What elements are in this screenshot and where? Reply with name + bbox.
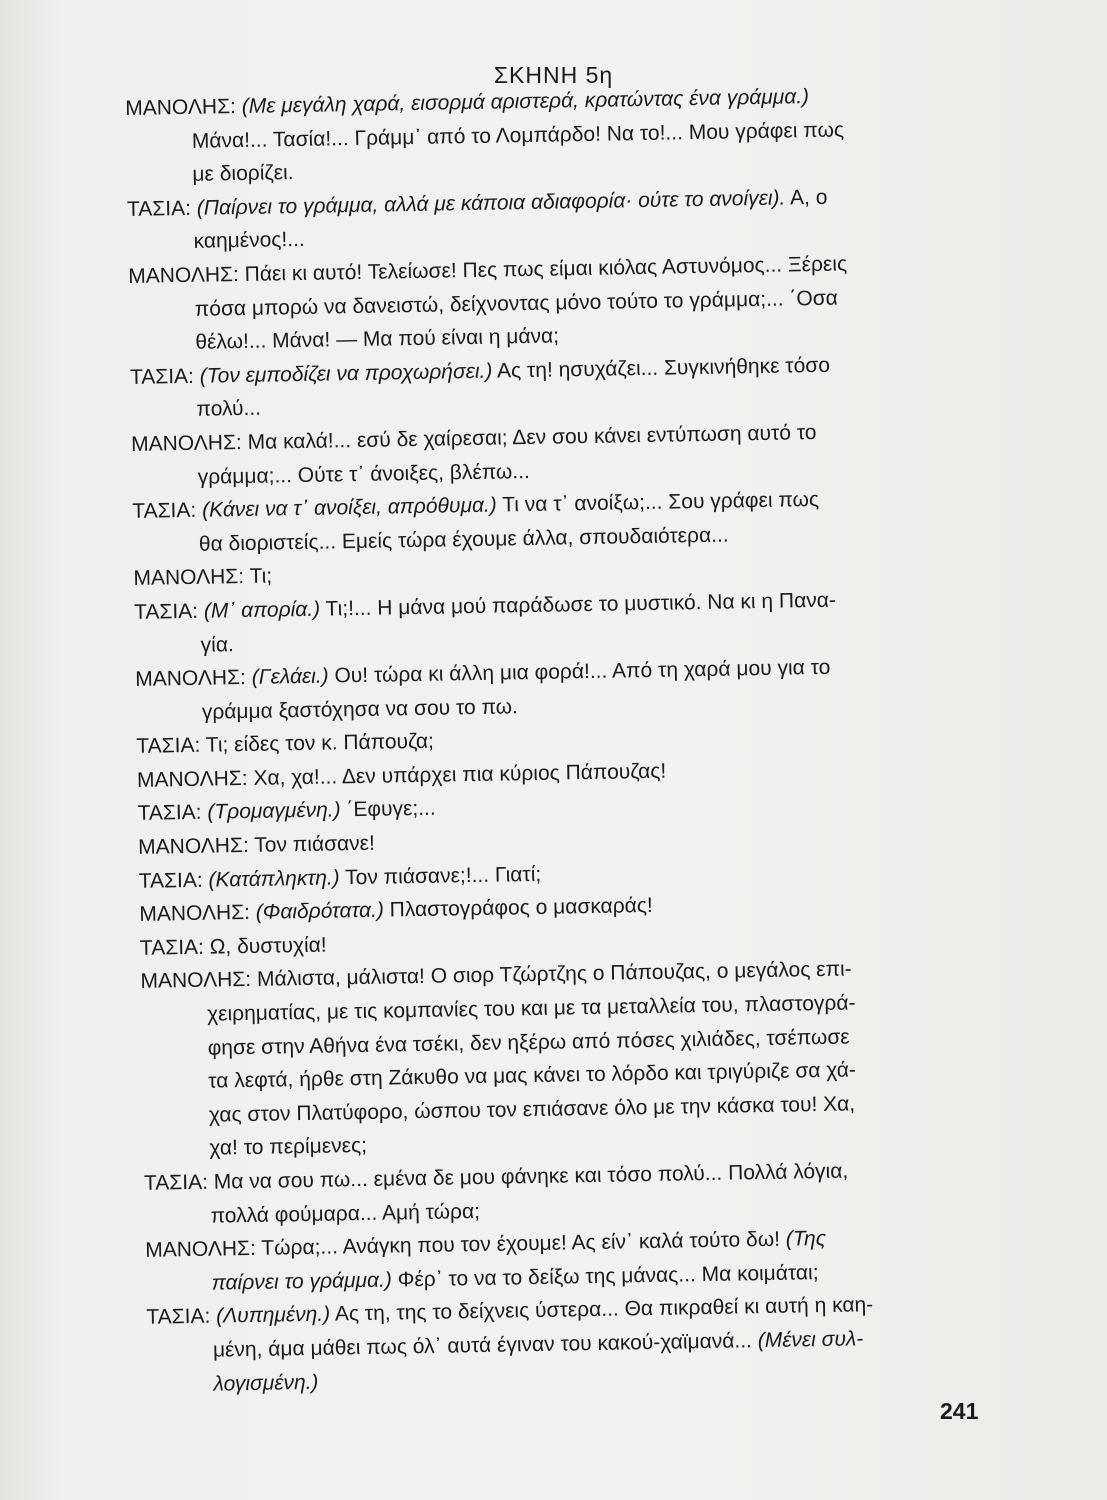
speaker-name: ΤΑΣΙΑ:	[146, 1305, 211, 1330]
dialogue-line: Τώρα;... Ανάγκη που τον έχουμε! Ας είν᾽ καλά τούτο δω!	[261, 1227, 781, 1260]
speaker-name: ΜΑΝΟΛΗΣ:	[125, 95, 237, 120]
stage-direction: (Τον εμποδίζει να προχωρήσει.)	[199, 359, 493, 388]
speaker-name: ΜΑΝΟΛΗΣ:	[136, 766, 248, 792]
speaker-name: ΜΑΝΟΛΗΣ:	[128, 263, 240, 288]
speaker-name: ΤΑΣΙΑ:	[138, 868, 203, 893]
dialogue-line: καημένος!...	[193, 228, 305, 254]
dialogue-line: θα διοριστείς... Εμείς τώρα έχουμε άλλα, σπουδαιότερα...	[198, 523, 729, 556]
dialogue-line: Τον πιάσανε!	[254, 831, 376, 857]
dialogue-text	[125, 77, 1018, 1402]
stage-direction: (Λυπημένη.)	[215, 1302, 331, 1328]
scene-title: ΣΚΗΝΗ 5η	[493, 62, 614, 88]
stage-direction: (Μένει συλ-	[757, 1327, 864, 1353]
speaker-name: ΤΑΣΙΑ:	[126, 196, 192, 221]
dialogue-line: Τι;!... Η μάνα μού παράδωσε το μυστικό. Να κι η Πανα-	[325, 588, 837, 621]
stage-direction: παίρνει το γράμμα.)	[211, 1268, 393, 1295]
dialogue-line: Α, ο	[789, 185, 828, 210]
dialogue-line: γία.	[200, 632, 234, 657]
dialogue-line: Μάνα!... Τασία!... Γράμμ᾽ από το Λομπάρδο! Να το!... Μου γράφει πως	[191, 118, 845, 153]
dialogue-line: γράμμα ξαστόχησα να σου το πω.	[201, 694, 519, 724]
speaker-name: ΤΑΣΙΑ:	[132, 498, 197, 524]
dialogue-line: πολύ...	[196, 397, 262, 422]
stage-direction: λογισμένη.)	[213, 1370, 319, 1396]
stage-direction: (Της	[785, 1227, 827, 1251]
dialogue-line: Ας τη, της το δείχνεις ύστερα... Θα πικραθεί κι αυτή η καη-	[334, 1293, 874, 1326]
speaker-name: ΜΑΝΟΛΗΣ:	[139, 901, 251, 927]
speaker-name: ΤΑΣΙΑ:	[139, 935, 205, 960]
stage-direction: (Φαιδρότατα.)	[255, 898, 385, 925]
dialogue-line: τα λεφτά, ήρθε στη Ζάκυθο να μας κάνει το λόρδο και τριγύριζε σα χά-	[208, 1058, 857, 1093]
dialogue-line: Τι; είδες τον κ. Πάπουζα;	[205, 729, 435, 757]
page-number: 241	[940, 1398, 979, 1424]
dialogue-line: γράμμα;... Ούτε τ᾽ άνοιξες, βλέπω...	[197, 459, 530, 489]
stage-direction: (Παίρνει το γράμμα, αλλά με κάποια αδιαφορία· ούτε το ανοίγει).	[196, 186, 786, 220]
dialogue-line: Τι να τ᾽ ανοίξω;... Σου γράφει πως	[502, 488, 820, 517]
dialogue-line: θέλω!... Μάνα! — Μα πού είναι η μάνα;	[195, 324, 560, 354]
stage-direction: (Κάνει να τ᾽ ανοίξει, απρόθυμα.)	[201, 493, 497, 522]
speaker-name: ΤΑΣΙΑ:	[137, 801, 202, 826]
dialogue-line: Μα να σου πω... εμένα δε μου φάνηκε και τόσο πολύ... Πολλά λόγια,	[213, 1159, 849, 1194]
speaker-name: ΜΑΝΟΛΗΣ:	[130, 430, 242, 456]
dialogue-line: χα! το περίμενες;	[209, 1134, 368, 1161]
dialogue-line: Ας τη! ησυχάζει... Συγκινήθηκε τόσο	[496, 353, 831, 383]
speaker-name: ΤΑΣΙΑ:	[133, 599, 199, 624]
stage-direction: (Μ᾽ απορία.)	[203, 597, 321, 623]
dialogue-line: μένη, άμα μάθει πως όλ᾽ αυτά έγιναν του κακού-χαϊμανά...	[212, 1329, 753, 1362]
stage-direction: (Τρομαγμένη.)	[207, 798, 341, 825]
speaker-name: ΜΑΝΟΛΗΣ:	[145, 1237, 257, 1263]
dialogue-line: Τι;	[249, 564, 273, 589]
speaker-name: ΤΑΣΙΑ:	[143, 1170, 209, 1195]
dialogue-line: Ω, δυστυχία!	[209, 933, 327, 959]
dialogue-line: Μάλιστα, μάλιστα! Ο σιορ Τζώρτζης ο Πάπουζας, ο μεγάλος επι-	[256, 957, 852, 992]
stage-direction: (Γελάει.)	[251, 664, 329, 689]
dialogue-line: Φέρ᾽ το να το δείξω της μάνας... Μα κοιμάται;	[397, 1260, 819, 1292]
speaker-name: ΜΑΝΟΛΗΣ:	[137, 834, 250, 859]
dialogue-line: Ου! τώρα κι άλλη μια φορά!... Από τη χαρά μου για το	[334, 655, 831, 688]
dialogue-line: Χα, χα!... Δεν υπάρχει πια κύριος Πάπουζας!	[253, 759, 667, 790]
speaker-name: ΜΑΝΟΛΗΣ:	[133, 565, 245, 591]
speaker-name: ΜΑΝΟΛΗΣ:	[140, 968, 252, 994]
stage-direction: (Κατάπληκτη.)	[208, 866, 340, 892]
dialogue-line: ΄Εφυγε;...	[346, 797, 436, 822]
speaker-name: ΤΑΣΙΑ:	[136, 734, 201, 759]
stage-direction: (Με μεγάλη χαρά, εισορμά αριστερά, κρατώντας ένα γράμμα.)	[241, 85, 810, 118]
dialogue-line: πολλά φούμαρα... Αμή τώρα;	[210, 1199, 481, 1228]
speaker-name: ΜΑΝΟΛΗΣ:	[135, 666, 247, 692]
speaker-name: ΤΑΣΙΑ:	[129, 364, 195, 389]
dialogue-line: χειρηματίας, με τις κομπανίες του και με τα μεταλλεία του, πλαστογρά-	[206, 991, 856, 1026]
dialogue-line: Πλαστογράφος ο μασκαράς!	[389, 894, 653, 922]
dialogue-line: Τον πιάσανε;!... Γιατί;	[344, 862, 542, 889]
dialogue-line: πόσα μπορώ να δανειστώ, δείχνοντας μόνο τούτο το γράμμα;... ΄Οσα	[194, 286, 839, 321]
dialogue-line: Πάει κι αυτό! Τελείωσε! Πες πως είμαι κιόλας Αστυνόμος... Ξέρεις	[244, 252, 848, 286]
dialogue-line: Μα καλά!... εσύ δε χαίρεσαι; Δεν σου κάνει εντύπωση αυτό το	[247, 420, 817, 454]
dialogue-line: χας στον Πλατύφορο, ώσπου τον επιάσανε όλο με την κάσκα του! Χα,	[208, 1092, 856, 1127]
dialogue-line: με διορίζει.	[192, 161, 294, 187]
dialogue-line: φησε στην Αθήνα ένα τσέκι, δεν ηξέρω από πόσες χιλιάδες, τσέπωσε	[207, 1025, 850, 1060]
